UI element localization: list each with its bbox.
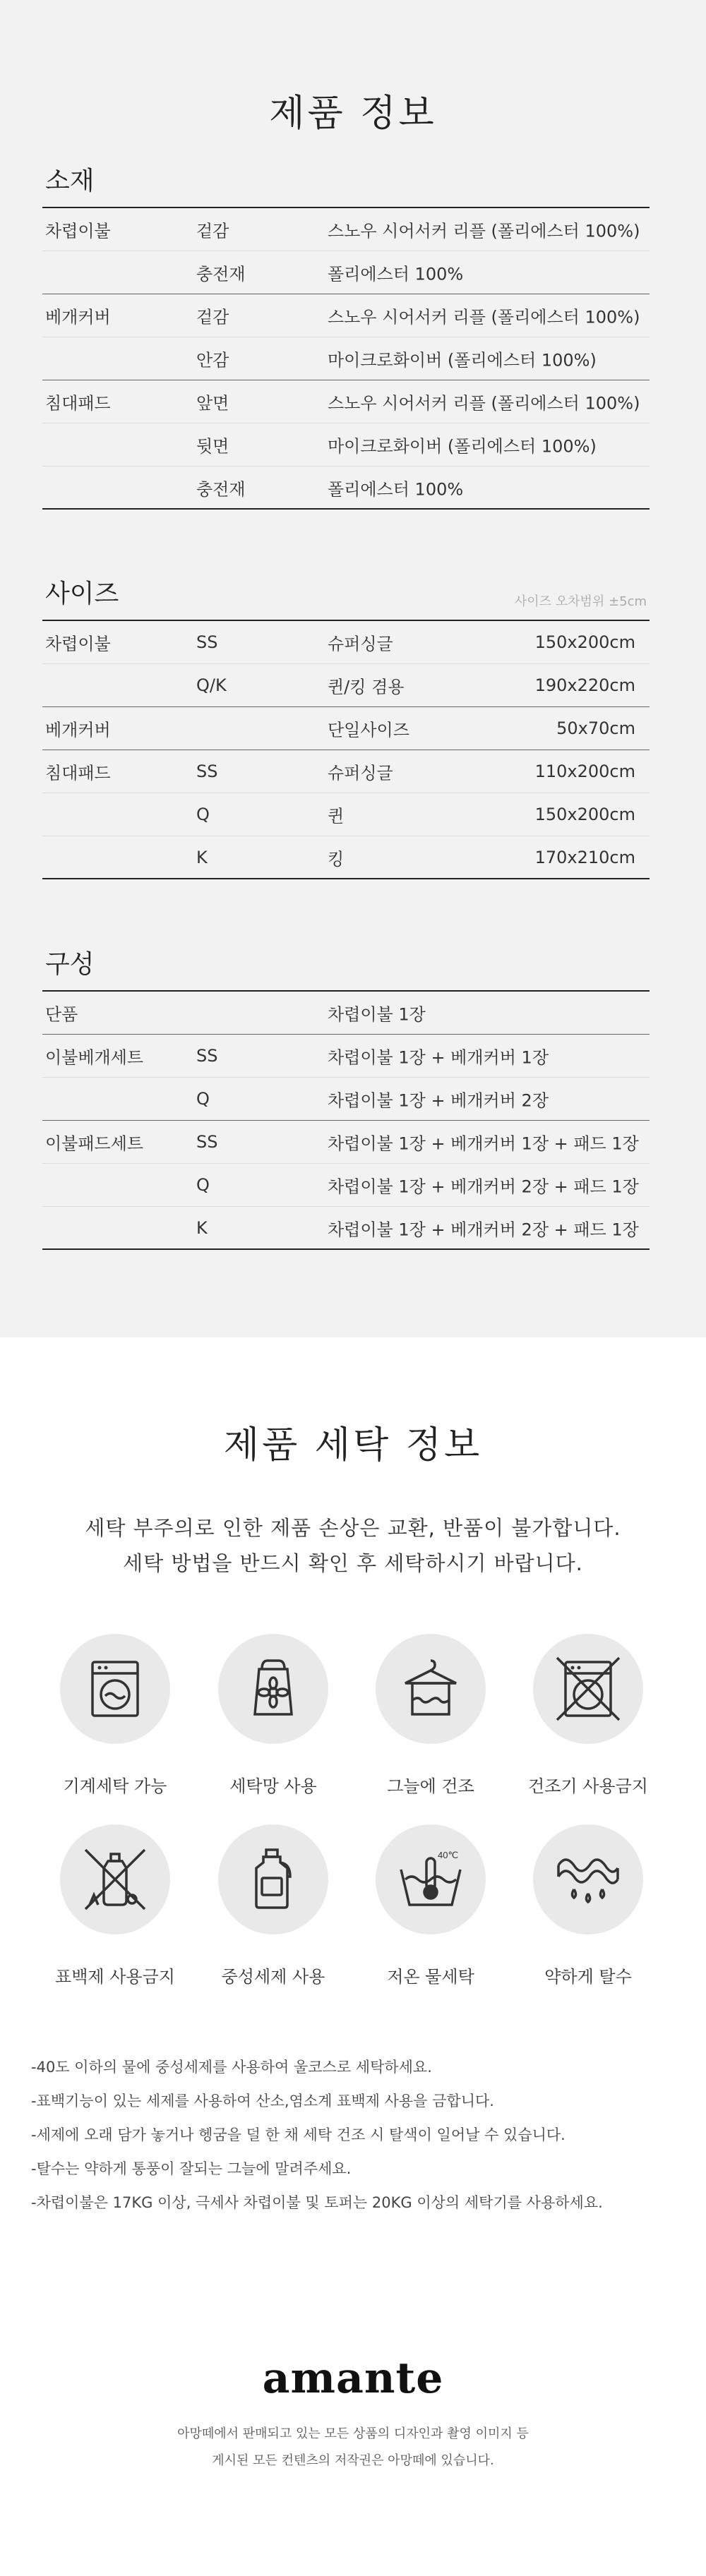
table-row bbox=[42, 423, 650, 467]
table-cell-c2: 충전재 bbox=[196, 479, 246, 499]
table-cell-c1: 이불베개세트 bbox=[45, 1047, 144, 1068]
table-cell-c3: 퀸/킹 겸용 bbox=[328, 677, 405, 697]
table-row bbox=[42, 1078, 650, 1121]
table-cell-c2: 충전재 bbox=[196, 264, 246, 284]
material-heading: 소재 bbox=[45, 167, 95, 195]
care-subtitle-line2: 세탁 방법을 반드시 확인 후 세탁하시기 바랍니다. bbox=[123, 1551, 583, 1575]
table-cell-c2: SS bbox=[196, 632, 218, 652]
composition-header bbox=[42, 949, 650, 992]
table-row bbox=[42, 337, 650, 380]
table-cell-c4: 110x200cm bbox=[534, 762, 635, 781]
care-subtitle-line1: 세탁 부주의로 인한 제품 손상은 교환, 반품이 불가합니다. bbox=[85, 1516, 621, 1540]
shade-dry-icon bbox=[376, 1634, 486, 1744]
table-cell-c3: 차렵이불 1장 + 베개커버 2장 + 패드 1장 bbox=[328, 1220, 639, 1239]
care-note: -40도 이하의 물에 중성세제를 사용하여 울코스로 세탁하세요. bbox=[31, 2059, 432, 2076]
care-label: 그늘에 건조 bbox=[387, 1776, 474, 1796]
table-cell-c3: 폴리에스터 100% bbox=[328, 264, 464, 284]
table-cell-c2: 겉감 bbox=[196, 221, 229, 241]
table-cell-c1: 베개커버 bbox=[45, 720, 111, 740]
table-row bbox=[42, 707, 650, 750]
composition-table bbox=[42, 992, 650, 1250]
table-cell-c1: 단품 bbox=[45, 1004, 78, 1025]
table-cell-c4: 170x210cm bbox=[534, 847, 635, 867]
table-cell-c2: Q bbox=[196, 1089, 210, 1109]
neutral-detergent-icon bbox=[218, 1824, 328, 1934]
table-cell-c4: 150x200cm bbox=[534, 805, 635, 824]
care-item-no-bleach bbox=[37, 1824, 193, 1987]
table-row bbox=[42, 621, 650, 664]
care-section bbox=[0, 1337, 706, 2576]
table-cell-c2: 앞면 bbox=[196, 393, 229, 414]
care-item-neutral-detergent bbox=[196, 1824, 351, 1987]
care-item-no-dryer bbox=[510, 1634, 666, 1797]
care-title: 제품 세탁 정보 bbox=[223, 1424, 483, 1467]
care-label: 중성세제 사용 bbox=[221, 1967, 325, 1987]
care-label: 약하게 탈수 bbox=[544, 1967, 632, 1987]
table-cell-c1: 침대패드 bbox=[45, 763, 111, 783]
care-note: -탈수는 약하게 통풍이 잘되는 그늘에 말려주세요. bbox=[31, 2160, 352, 2177]
table-cell-c3: 마이크로화이버 (폴리에스터 100%) bbox=[328, 436, 597, 457]
table-cell-c2: K bbox=[196, 1217, 208, 1238]
care-subtitle bbox=[0, 1510, 706, 1581]
table-cell-c3: 마이크로화이버 (폴리에스터 100%) bbox=[328, 350, 597, 371]
table-cell-c4: 50x70cm bbox=[556, 718, 635, 738]
table-row bbox=[42, 1207, 650, 1250]
care-label: 건조기 사용금지 bbox=[528, 1776, 648, 1796]
table-cell-c1: 이불패드세트 bbox=[45, 1133, 144, 1154]
washing-machine-icon bbox=[60, 1634, 170, 1744]
copyright-line2: 게시된 모든 컨텐츠의 저작권은 아망떼에 있습니다. bbox=[212, 2453, 494, 2468]
brand-logo: amante bbox=[262, 2354, 444, 2403]
table-cell-c2: K bbox=[196, 847, 208, 867]
table-cell-c1: 침대패드 bbox=[45, 393, 111, 414]
table-cell-c2: Q bbox=[196, 805, 210, 824]
table-cell-c4: 150x200cm bbox=[534, 632, 635, 652]
no-dryer-icon bbox=[533, 1634, 643, 1744]
copyright-notice bbox=[0, 2421, 706, 2474]
table-cell-c3: 차렵이불 1장 + 베개커버 1장 + 패드 1장 bbox=[328, 1133, 639, 1154]
table-row bbox=[42, 992, 650, 1035]
wash-temperature: 40℃ bbox=[438, 1850, 459, 1860]
cold-water-wash-icon bbox=[376, 1824, 486, 1934]
table-cell-c3: 퀸 bbox=[328, 806, 345, 826]
size-header bbox=[42, 579, 650, 621]
table-cell-c3: 킹 bbox=[328, 849, 345, 869]
table-cell-c1: 차렵이불 bbox=[45, 634, 111, 654]
table-cell-c3: 스노우 시어서커 리플 (폴리에스터 100%) bbox=[328, 307, 640, 327]
no-bleach-icon bbox=[60, 1824, 170, 1934]
care-item-shade-dry bbox=[353, 1634, 508, 1797]
table-cell-c2: Q bbox=[196, 1175, 210, 1195]
table-cell-c3: 스노우 시어서커 리플 (폴리에스터 100%) bbox=[328, 393, 640, 414]
table-row bbox=[42, 208, 650, 251]
table-row bbox=[42, 1035, 650, 1078]
table-cell-c3: 슈퍼싱글 bbox=[328, 634, 393, 654]
table-cell-c2: 안감 bbox=[196, 350, 229, 371]
laundry-net-icon bbox=[218, 1634, 328, 1744]
table-cell-c3: 슈퍼싱글 bbox=[328, 763, 393, 783]
care-note: -차렵이불은 17KG 이상, 극세사 차렵이불 및 토퍼는 20KG 이상의 세탁기를 사용하세요. bbox=[31, 2194, 603, 2211]
table-cell-c2: Q/K bbox=[196, 675, 227, 695]
care-note: -세제에 오래 담가 놓거나 헹굼을 덜 한 채 세탁 건조 시 탈색이 일어날 수 있습니다. bbox=[31, 2126, 566, 2143]
table-row bbox=[42, 294, 650, 337]
size-table bbox=[42, 621, 650, 879]
size-heading: 사이즈 bbox=[45, 579, 119, 608]
table-cell-c2: SS bbox=[196, 762, 218, 781]
table-row bbox=[42, 1164, 650, 1207]
size-section bbox=[42, 579, 650, 879]
table-cell-c3: 폴리에스터 100% bbox=[328, 479, 464, 499]
table-cell-c2: 겉감 bbox=[196, 307, 229, 327]
page-title: 제품 정보 bbox=[269, 92, 437, 135]
table-cell-c1: 베개커버 bbox=[45, 307, 111, 327]
gentle-spin-icon bbox=[533, 1824, 643, 1934]
table-cell-c2: 뒷면 bbox=[196, 436, 229, 457]
care-label: 기계세탁 가능 bbox=[63, 1776, 167, 1796]
care-item-machine-wash bbox=[37, 1634, 193, 1797]
care-label: 표백제 사용금지 bbox=[55, 1967, 175, 1987]
table-cell-c4: 190x220cm bbox=[534, 675, 635, 695]
table-cell-c2: SS bbox=[196, 1046, 218, 1066]
table-row bbox=[42, 380, 650, 423]
care-label: 저온 물세탁 bbox=[387, 1967, 474, 1987]
table-row bbox=[42, 836, 650, 879]
table-row bbox=[42, 664, 650, 707]
care-notes-list bbox=[31, 2050, 681, 2220]
table-row bbox=[42, 1121, 650, 1164]
care-label: 세탁망 사용 bbox=[229, 1776, 317, 1796]
copyright-line1: 아망떼에서 판매되고 있는 모든 상품의 디자인과 촬영 이미지 등 bbox=[177, 2426, 529, 2441]
material-table bbox=[42, 208, 650, 510]
material-section bbox=[42, 166, 650, 510]
care-item-laundry-net bbox=[196, 1634, 351, 1797]
table-cell-c2: SS bbox=[196, 1132, 218, 1152]
composition-heading: 구성 bbox=[45, 950, 95, 979]
table-cell-c3: 스노우 시어서커 리플 (폴리에스터 100%) bbox=[328, 221, 640, 241]
table-cell-c3: 차렵이불 1장 + 베개커버 2장 bbox=[328, 1090, 549, 1111]
table-row bbox=[42, 251, 650, 294]
care-item-gentle-spin bbox=[510, 1824, 666, 1987]
table-row bbox=[42, 467, 650, 510]
composition-section bbox=[42, 949, 650, 1250]
table-cell-c3: 차렵이불 1장 + 베개커버 2장 + 패드 1장 bbox=[328, 1176, 639, 1197]
size-tolerance-note: 사이즈 오차범위 ±5cm bbox=[514, 594, 647, 609]
table-cell-c3: 차렵이불 1장 bbox=[328, 1004, 426, 1025]
table-row bbox=[42, 750, 650, 793]
care-item-cold-wash bbox=[353, 1824, 508, 1987]
table-cell-c1: 차렵이불 bbox=[45, 221, 111, 241]
table-row bbox=[42, 793, 650, 836]
table-cell-c3: 차렵이불 1장 + 베개커버 1장 bbox=[328, 1047, 549, 1068]
table-cell-c3: 단일사이즈 bbox=[328, 720, 409, 740]
care-note: -표백기능이 있는 세제를 사용하여 산소,염소계 표백제 사용을 금합니다. bbox=[31, 2093, 494, 2109]
material-header bbox=[42, 166, 650, 208]
